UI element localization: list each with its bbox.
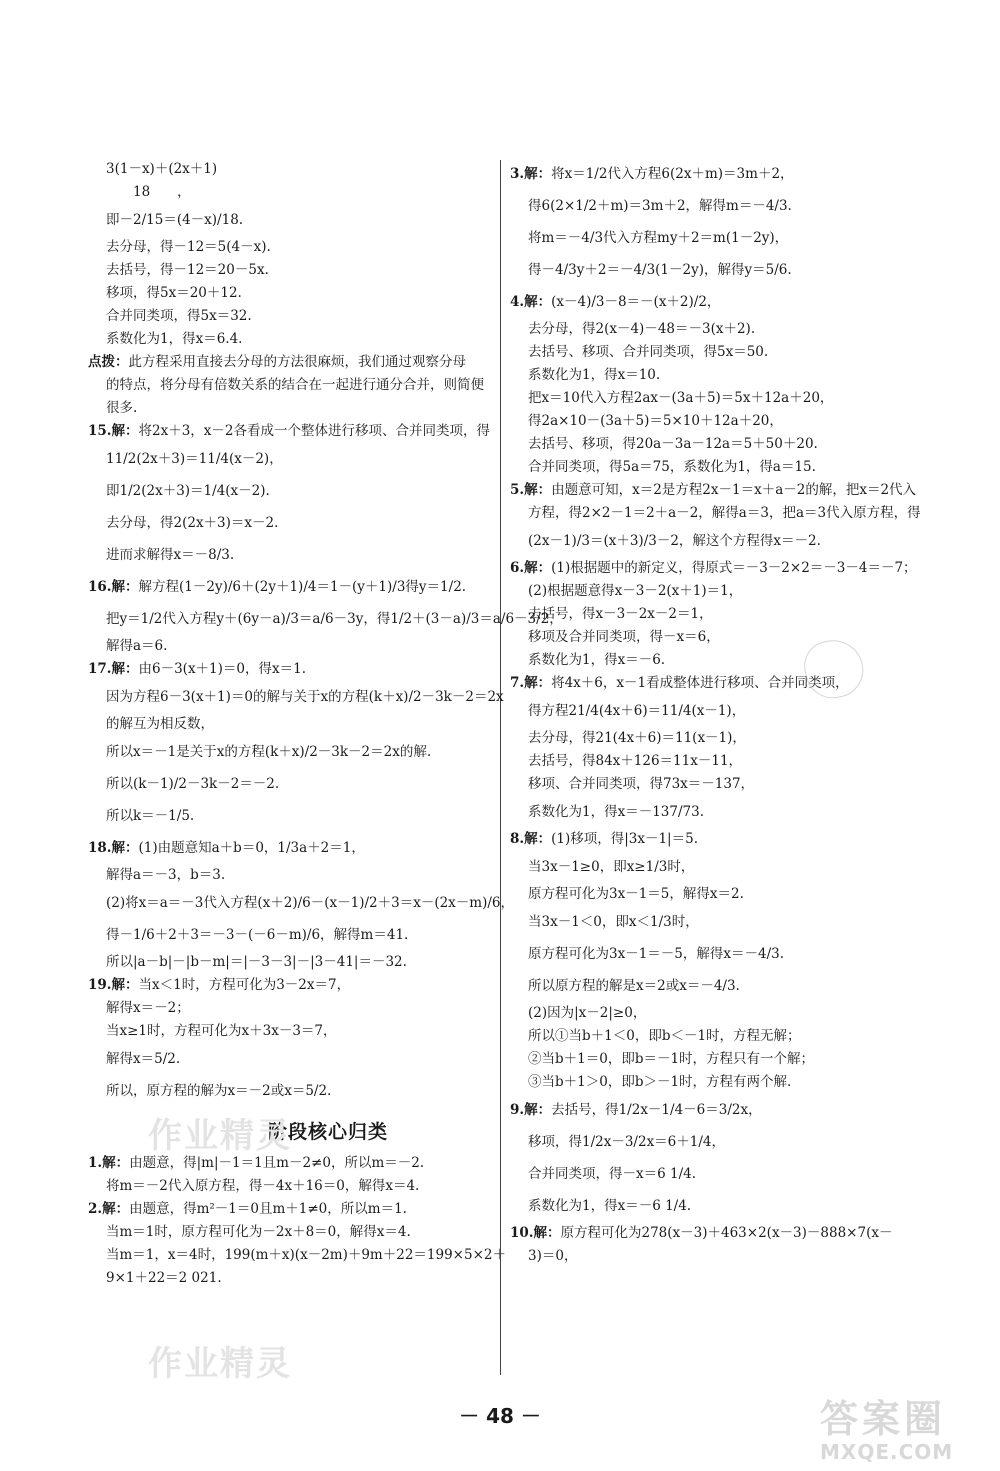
solution-label: 解： <box>524 294 552 310</box>
line-text: 系数化为1，得x＝6.4. <box>106 331 243 347</box>
line-text: 系数化为1，得x＝－6. <box>528 652 666 668</box>
solution-label: 解： <box>111 840 139 856</box>
line-text: 去括号，得84x＋126＝11x－11， <box>528 753 743 769</box>
text-line <box>510 341 990 364</box>
text-line <box>88 1267 568 1290</box>
text-line <box>88 305 568 328</box>
text-line <box>88 259 568 282</box>
line-text: (1)由题意知a＋b＝0，1/3a＋2＝1， <box>138 840 365 856</box>
text-line <box>510 672 990 695</box>
text-line <box>510 796 990 828</box>
line-text: 即－2/15＝(4－x)/18. <box>106 212 244 228</box>
text-line <box>510 883 990 906</box>
line-text: 把x＝10代入方程2ax－(3a＋5)＝5x＋12a＋20， <box>528 390 834 406</box>
line-text: 合并同类项，得5a＝75，系数化为1，得a＝15. <box>528 459 816 475</box>
line-text: 移项、合并同类项，得73x＝－137， <box>528 776 755 792</box>
text-line <box>88 603 568 635</box>
text-line <box>88 997 568 1020</box>
problem-number: 9. <box>510 1102 525 1118</box>
text-line <box>510 906 990 938</box>
text-line <box>88 800 568 832</box>
text-line <box>510 580 990 603</box>
solution-label: 解： <box>111 661 139 677</box>
line-text: 去括号，得x－3－2x－2＝1， <box>528 606 713 622</box>
line-text: 得－1/6＋2＋3＝－3－(－6－m)/6，解得m＝41. <box>106 927 409 943</box>
line-text: 移项，得1/2x－3/2x＝6＋1/4， <box>528 1134 725 1150</box>
watermark-logo-url: MXQE.COM <box>820 1440 954 1464</box>
line-text: 18 ， <box>106 184 191 200</box>
line-text: 得6(2×1/2＋m)＝3m＋2，解得m＝－4/3. <box>528 198 792 214</box>
problem-number: 4. <box>510 294 525 310</box>
page-number: － 48 － <box>459 1404 541 1428</box>
right-column <box>510 158 990 1268</box>
line-text: 解得x＝5/2. <box>106 1051 181 1067</box>
solution-label: 解： <box>111 579 139 595</box>
text-line <box>510 190 990 222</box>
line-text: 11/2(2x＋3)＝11/4(x－2)， <box>106 451 283 467</box>
line-text: (x－4)/3－8＝－(x＋2)/2， <box>551 294 721 310</box>
line-text: ②当b＋1＝0，即b＝－1时，方程只有一个解； <box>528 1051 815 1067</box>
line-text: 方程，得2×2－1＝2＋a－2，解得a＝3，把a＝3代入原方程，得 <box>528 505 921 521</box>
text-line <box>510 1094 990 1126</box>
text-line <box>88 713 568 736</box>
line-text: 解得x＝－2； <box>106 1000 190 1016</box>
line-text: 由题意，得m²－1＝0且m＋1≠0，所以m＝1. <box>129 1201 407 1217</box>
line-text: 原方程可化为278(x－3)＋463×2(x－3)－888×7(x－ <box>560 1225 893 1241</box>
solution-label: 解： <box>102 1155 130 1171</box>
line-text: 的特点，将分母有倍数关系的结合在一起进行通分合并，则简便 <box>106 377 484 393</box>
line-text: 去分母，得2(x－4)－48＝－3(x＋2). <box>528 321 756 337</box>
line-text: 所以k＝－1/5. <box>106 808 195 824</box>
line-text: 移项，得5x＝20＋12. <box>106 285 242 301</box>
line-text: 去分母，得21(4x＋6)＝11(x－1)， <box>528 730 746 746</box>
text-line <box>88 443 568 475</box>
text-line <box>510 1158 990 1190</box>
line-text: (1)根据题中的新定义，得原式＝－3－2×2＝－3－4＝－7； <box>551 560 917 576</box>
problem-number: 17. <box>88 661 112 677</box>
line-text: 去括号、移项，得20a－3a－12a＝5＋50＋20. <box>528 436 818 452</box>
line-text: 因为方程6－3(x＋1)＝0的解与关于x的方程(k＋x)/2－3k－2＝2x <box>106 689 504 705</box>
line-text: 当x＜1时，方程可化为3－2x＝7， <box>138 977 351 993</box>
line-text: 得－4/3y＋2＝－4/3(1－2y)，解得y＝5/6. <box>528 262 792 278</box>
watermark-logo-text: 答案圈 <box>820 1397 947 1441</box>
line-text: 将x＝1/2代入方程6(2x＋m)＝3m＋2， <box>551 166 794 182</box>
text-line <box>88 1075 568 1107</box>
solution-label: 解： <box>533 1225 561 1241</box>
line-text: 合并同类项，得－x＝6 1/4. <box>528 1166 697 1182</box>
line-text: 将4x＋6，x－1看成整体进行移项、合并同类项， <box>551 675 849 691</box>
watermark-text: 作业精灵 <box>148 1344 292 1384</box>
line-text: 由题意，得|m|－1＝1且m－2≠0，所以m＝－2. <box>129 1155 425 1171</box>
text-line <box>510 410 990 433</box>
line-text: 原方程可化为3x－1＝5，解得x＝2. <box>528 886 744 902</box>
text-line <box>510 387 990 410</box>
text-line <box>510 603 990 626</box>
solution-label: 点拨： <box>88 354 129 370</box>
line-text: 当x≥1时，方程可化为x＋3x－3＝7， <box>106 1023 337 1039</box>
text-line <box>88 539 568 571</box>
text-line <box>88 475 568 507</box>
line-text: 所以(k－1)/2－3k－2＝－2. <box>106 776 280 792</box>
line-text: 所以|a－b|－|b－m|＝|－3－3|－|3－41|＝－32. <box>106 954 407 970</box>
line-text: 所以x＝－1是关于x的方程(k＋x)/2－3k－2＝2x的解. <box>106 744 432 760</box>
text-line <box>510 318 990 341</box>
problem-number: 18. <box>88 840 112 856</box>
text-line <box>88 1020 568 1043</box>
text-line <box>510 557 990 580</box>
line-text: 所以，原方程的解为x＝－2或x＝5/2. <box>106 1083 332 1099</box>
line-text: 得2a×10－(3a＋5)＝5×10＋12a＋20， <box>528 413 783 429</box>
text-line <box>510 727 990 750</box>
line-text: 得方程21/4(4x＋6)＝11/4(x－1)， <box>528 703 746 719</box>
line-text: 系数化为1，得x＝－137/73. <box>528 804 704 820</box>
solution-label: 解： <box>111 423 139 439</box>
solution-label: 解： <box>524 482 552 498</box>
text-line <box>510 502 990 525</box>
line-text: 3)＝0， <box>528 1248 578 1264</box>
line-text: 去分母，得－12＝5(4－x). <box>106 239 271 255</box>
problem-number: 16. <box>88 579 112 595</box>
text-line <box>510 1048 990 1071</box>
text-line <box>510 525 990 557</box>
text-line <box>510 938 990 970</box>
line-text: 的解互为相反数， <box>106 716 214 732</box>
text-line <box>510 773 990 796</box>
text-line <box>88 571 568 603</box>
line-text: 3(1－x)＋(2x＋1) <box>106 161 218 177</box>
text-line <box>88 768 568 800</box>
solution-label: 解： <box>524 831 552 847</box>
text-line <box>510 750 990 773</box>
text-line <box>510 1126 990 1158</box>
text-line <box>88 158 568 181</box>
line-text: (2x－1)/3＝(x＋3)/3－2，解这个方程得x＝－2. <box>528 533 821 549</box>
text-line <box>88 1244 568 1267</box>
text-line <box>510 456 990 479</box>
text-line <box>510 1071 990 1094</box>
text-line <box>88 919 568 951</box>
text-line <box>510 649 990 672</box>
text-line <box>88 374 568 397</box>
line-text: 由6－3(x＋1)＝0，得x＝1. <box>138 661 306 677</box>
solution-label: 解： <box>524 675 552 691</box>
text-line <box>88 1198 568 1221</box>
text-line <box>88 397 568 420</box>
text-line <box>88 951 568 974</box>
text-line <box>88 864 568 887</box>
text-line <box>510 286 990 318</box>
text-line <box>510 626 990 649</box>
line-text: 系数化为1，得x＝10. <box>528 367 661 383</box>
line-text: 原方程可化为3x－1＝－5，解得x＝－4/3. <box>528 946 785 962</box>
problem-number: 6. <box>510 560 525 576</box>
text-line <box>88 420 568 443</box>
line-text: (2)因为|x－2|≥0， <box>528 1005 647 1021</box>
line-text: (1)移项，得|3x－1|＝5. <box>551 831 698 847</box>
line-text: 当3x－1＜0，即x＜1/3时， <box>528 914 699 930</box>
watermark-logo <box>820 1398 990 1464</box>
text-line <box>510 479 990 502</box>
text-line <box>88 181 568 204</box>
text-line <box>88 635 568 658</box>
text-line <box>88 832 568 864</box>
problem-number: 2. <box>88 1201 103 1217</box>
solution-label: 解： <box>102 1201 130 1217</box>
watermark-text: 作业精灵 <box>148 1116 292 1156</box>
text-line <box>88 328 568 351</box>
text-line <box>88 282 568 305</box>
problem-number: 1. <box>88 1155 103 1171</box>
text-line <box>510 433 990 456</box>
line-text: 9×1＋22＝2 021. <box>106 1270 222 1286</box>
line-text: 去括号、移项、合并同类项，得5x＝50. <box>528 344 769 360</box>
line-text: (2)根据题意得x－3－2(x＋1)＝1， <box>528 583 743 599</box>
solution-label: 解： <box>524 560 552 576</box>
line-text: 解得a＝6. <box>106 638 168 654</box>
text-line <box>88 1175 568 1198</box>
line-text: 将2x＋3，x－2各看成一个整体进行移项、合并同类项，得 <box>138 423 490 439</box>
problem-number: 5. <box>510 482 525 498</box>
problem-number: 15. <box>88 423 112 439</box>
text-line <box>510 851 990 883</box>
text-line <box>88 736 568 768</box>
line-text: 将m＝－4/3代入方程my＋2＝m(1－2y)， <box>528 230 789 246</box>
solution-label: 解： <box>524 1102 552 1118</box>
line-text: 移项及合并同类项，得－x＝6， <box>528 629 720 645</box>
line-text: 系数化为1，得x＝－6 1/4. <box>528 1198 692 1214</box>
text-line <box>510 1025 990 1048</box>
line-text: ③当b＋1＞0，即b＞－1时，方程有两个解. <box>528 1074 792 1090</box>
solution-label: 解： <box>524 166 552 182</box>
text-line <box>88 351 568 374</box>
line-text: 很多. <box>106 400 138 416</box>
text-line <box>88 1043 568 1075</box>
text-line <box>88 887 568 919</box>
text-line <box>510 695 990 727</box>
line-text: 所以①当b＋1＜0，即b＜－1时，方程无解； <box>528 1028 801 1044</box>
text-line <box>88 974 568 997</box>
line-text: 解方程(1－2y)/6＋(2y＋1)/4＝1－(y＋1)/3得y＝1/2. <box>138 579 467 595</box>
text-line <box>88 681 568 713</box>
solution-label: 解： <box>111 977 139 993</box>
text-line <box>88 1221 568 1244</box>
text-line <box>510 828 990 851</box>
line-text: 当3x－1≥0，即x≥1/3时， <box>528 859 695 875</box>
text-line <box>510 222 990 254</box>
text-line <box>510 1002 990 1025</box>
problem-number: 3. <box>510 166 525 182</box>
line-text: 当m＝1，x＝4时，199(m＋x)(x－2m)＋9m＋22＝199×5×2＋ <box>106 1247 506 1263</box>
line-text: 当m＝1时，原方程可化为－2x＋8＝0，解得x＝4. <box>106 1224 411 1240</box>
problem-number: 19. <box>88 977 112 993</box>
line-text: 此方程采用直接去分母的方法很麻烦，我们通过观察分母 <box>128 354 466 370</box>
line-text: 即1/2(2x＋3)＝1/4(x－2). <box>106 483 270 499</box>
text-line <box>510 1245 990 1268</box>
line-text: 去分母，得2(2x＋3)＝x－2. <box>106 515 279 531</box>
text-line <box>510 1190 990 1222</box>
line-text: 去括号，得－12＝20－5x. <box>106 262 269 278</box>
text-line <box>88 236 568 259</box>
text-line <box>510 158 990 190</box>
section-title: 阶段核心归类 <box>267 1121 388 1143</box>
line-text: 所以原方程的解是x＝2或x＝－4/3. <box>528 978 740 994</box>
text-line <box>510 364 990 387</box>
text-line <box>88 204 568 236</box>
text-line <box>510 970 990 1002</box>
problem-number: 8. <box>510 831 525 847</box>
text-line <box>88 658 568 681</box>
problem-number: 7. <box>510 675 525 691</box>
line-text: 将m＝－2代入原方程，得－4x＋16＝0，解得x＝4. <box>106 1178 420 1194</box>
line-text: (2)将x＝a＝－3代入方程(x＋2)/6－(x－1)/2＋3＝x－(2x－m)/6， <box>106 895 514 911</box>
line-text: 合并同类项，得5x＝32. <box>106 308 252 324</box>
problem-number: 10. <box>510 1225 534 1241</box>
line-text: 把y＝1/2代入方程y＋(6y－a)/3＝a/6－3y，得1/2＋(3－a)/3＝a/6－3/2， <box>106 611 563 627</box>
line-text: 解得a＝－3，b＝3. <box>106 867 226 883</box>
text-line <box>510 254 990 286</box>
line-text: 由题意可知，x＝2是方程2x－1＝x＋a－2的解，把x＝2代入 <box>551 482 917 498</box>
text-line <box>88 507 568 539</box>
line-text: 去括号，得1/2x－1/4－6＝3/2x， <box>551 1102 762 1118</box>
line-text: 进而求解得x＝－8/3. <box>106 547 235 563</box>
text-line <box>510 1222 990 1245</box>
